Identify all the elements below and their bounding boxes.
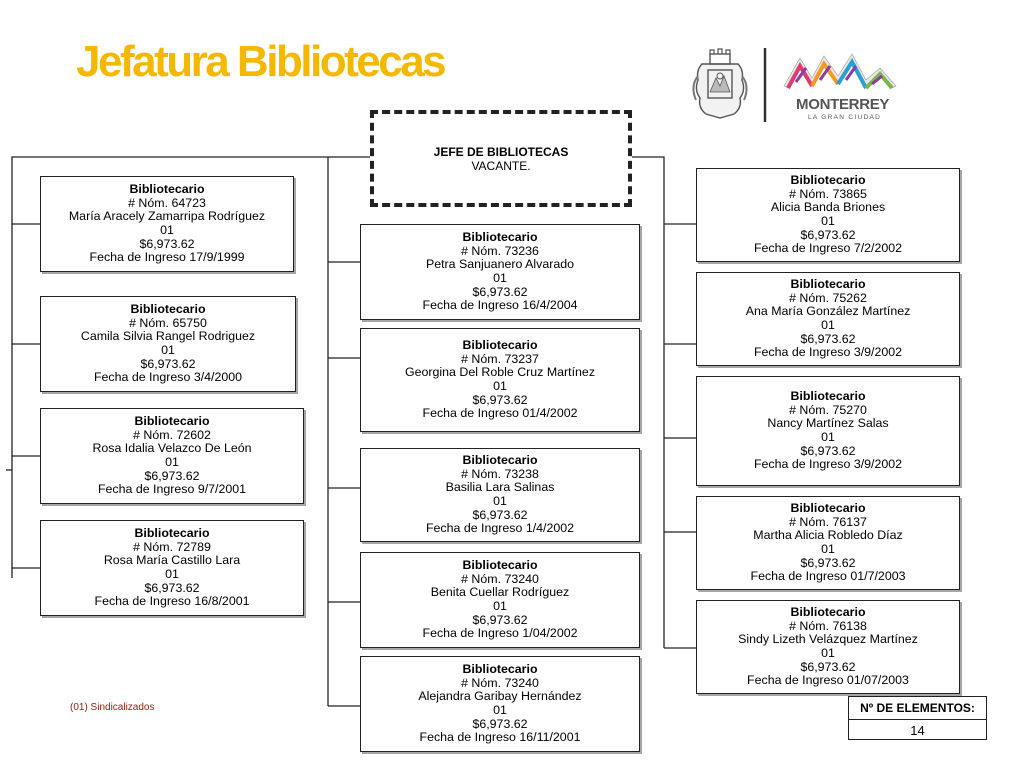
element-count-label: Nº DE ELEMENTOS: [849, 697, 986, 720]
employee-hire-date: Fecha de Ingreso 01/7/2003 [750, 569, 906, 584]
employee-role: Bibliotecario [462, 230, 538, 245]
employee-name: Camila Silvia Rangel Rodriguez [80, 329, 256, 344]
employee-salary: $6,973.62 [472, 392, 528, 407]
employee-hire-date: Fecha de Ingreso 1/04/2002 [422, 626, 578, 641]
employee-code: 01 [493, 271, 507, 285]
employee-role: Bibliotecario [134, 414, 210, 429]
employee-code: 01 [493, 494, 507, 508]
head-role: JEFE DE BIBLIOTECAS [433, 144, 569, 159]
employee-salary: $6,973.62 [472, 716, 528, 731]
employee-salary: $6,973.62 [472, 507, 528, 522]
employee-name: Petra Sanjuanero Alvarado [425, 257, 575, 272]
employee-name: Georgina Del Roble Cruz Martínez [404, 365, 596, 380]
employee-name: Sindy Lizeth Velázquez Martínez [738, 632, 918, 647]
employee-number: # Nóm. 73238 [461, 466, 539, 481]
employee-card [696, 496, 960, 590]
footnote: (01) Sindicalizados [70, 702, 155, 713]
employee-role: Bibliotecario [790, 173, 866, 188]
employee-card [360, 656, 640, 752]
employee-code: 01 [493, 599, 507, 613]
employee-number: # Nóm. 72602 [133, 427, 211, 442]
employee-hire-date: Fecha de Ingreso 7/2/2002 [753, 241, 903, 256]
employee-number: # Nóm. 76138 [789, 618, 867, 633]
employee-hire-date: Fecha de Ingreso 3/9/2002 [753, 457, 903, 472]
employee-salary: $6,973.62 [800, 331, 856, 346]
employee-role: Bibliotecario [134, 526, 210, 541]
employee-code: 01 [493, 379, 507, 393]
employee-number: # Nóm. 72789 [133, 539, 211, 554]
employee-role: Bibliotecario [462, 662, 538, 677]
employee-salary: $6,973.62 [144, 580, 200, 595]
employee-code: 01 [165, 567, 179, 581]
logo-city-name: MONTERREY [796, 96, 890, 113]
employee-name: Alicia Banda Briones [770, 200, 886, 215]
employee-code: 01 [161, 343, 175, 357]
employee-salary: $6,973.62 [472, 612, 528, 627]
employee-salary: $6,973.62 [139, 236, 195, 251]
employee-card [40, 520, 304, 616]
employee-salary: $6,973.62 [144, 468, 200, 483]
employee-role: Bibliotecario [790, 605, 866, 620]
head-status: VACANTE. [471, 158, 531, 173]
employee-code: 01 [821, 430, 835, 444]
employee-code: 01 [160, 223, 174, 237]
employee-role: Bibliotecario [130, 302, 206, 317]
employee-salary: $6,973.62 [140, 356, 196, 371]
employee-hire-date: Fecha de Ingreso 17/9/1999 [89, 250, 245, 265]
employee-number: # Nóm. 73240 [461, 571, 539, 586]
employee-role: Bibliotecario [462, 558, 538, 573]
employee-number: # Nóm. 75270 [789, 402, 867, 417]
employee-code: 01 [165, 455, 179, 469]
employee-hire-date: Fecha de Ingreso 9/7/2001 [97, 482, 247, 497]
employee-salary: $6,973.62 [472, 284, 528, 299]
employee-card [696, 168, 960, 262]
head-position-box [370, 110, 632, 207]
employee-code: 01 [821, 646, 835, 660]
employee-role: Bibliotecario [790, 501, 866, 516]
employee-name: Nancy Martínez Salas [767, 416, 889, 431]
employee-salary: $6,973.62 [800, 443, 856, 458]
employee-number: # Nóm. 73237 [461, 351, 539, 366]
employee-hire-date: Fecha de Ingreso 1/4/2002 [425, 521, 575, 536]
employee-name: Rosa María Castillo Lara [103, 553, 241, 568]
employee-role: Bibliotecario [790, 389, 866, 404]
logo-tagline: LA GRAN CIUDAD [808, 114, 882, 121]
employee-name: Basilia Lara Salinas [445, 480, 555, 495]
page-title: Jefatura Bibliotecas [76, 37, 445, 86]
employee-number: # Nóm. 64723 [128, 195, 206, 210]
employee-number: # Nóm. 76137 [789, 514, 867, 529]
employee-code: 01 [821, 214, 835, 228]
employee-salary: $6,973.62 [800, 659, 856, 674]
employee-hire-date: Fecha de Ingreso 3/4/2000 [93, 370, 243, 385]
employee-hire-date: Fecha de Ingreso 01/07/2003 [747, 673, 909, 688]
employee-role: Bibliotecario [129, 182, 205, 197]
employee-card [40, 176, 294, 272]
employee-number: # Nóm. 73240 [461, 675, 539, 690]
employee-salary: $6,973.62 [800, 555, 856, 570]
employee-hire-date: Fecha de Ingreso 3/9/2002 [753, 345, 903, 360]
employee-code: 01 [821, 542, 835, 556]
employee-card [360, 448, 640, 542]
employee-card [696, 272, 960, 366]
employee-code: 01 [493, 703, 507, 717]
employee-card [696, 600, 960, 694]
employee-hire-date: Fecha de Ingreso 16/4/2004 [422, 298, 578, 313]
employee-role: Bibliotecario [462, 453, 538, 468]
employee-number: # Nóm. 73865 [789, 186, 867, 201]
employee-hire-date: Fecha de Ingreso 16/11/2001 [419, 730, 581, 745]
element-count-value: 14 [910, 722, 925, 738]
employee-number: # Nóm. 65750 [129, 315, 207, 330]
employee-number: # Nóm. 73236 [461, 243, 539, 258]
employee-name: Ana María González Martínez [745, 304, 911, 319]
employee-salary: $6,973.62 [800, 227, 856, 242]
employee-hire-date: Fecha de Ingreso 16/8/2001 [94, 594, 250, 609]
element-count-box [848, 696, 987, 740]
employee-name: Rosa Idalia Velazco De León [92, 441, 252, 456]
employee-role: Bibliotecario [790, 277, 866, 292]
employee-card [696, 376, 960, 486]
employee-card [40, 408, 304, 504]
employee-name: Benita Cuellar Rodríguez [430, 585, 570, 600]
employee-name: María Aracely Zamarripa Rodríguez [68, 209, 266, 224]
employee-role: Bibliotecario [462, 338, 538, 353]
employee-hire-date: Fecha de Ingreso 01/4/2002 [422, 406, 578, 421]
employee-card [360, 224, 640, 320]
employee-name: Martha Alicia Robledo Díaz [753, 528, 903, 543]
employee-number: # Nóm. 75262 [789, 290, 867, 305]
employee-card [40, 296, 296, 392]
employee-name: Alejandra Garibay Hernández [418, 689, 582, 704]
employee-code: 01 [821, 318, 835, 332]
employee-card [360, 552, 640, 648]
employee-card [360, 328, 640, 432]
